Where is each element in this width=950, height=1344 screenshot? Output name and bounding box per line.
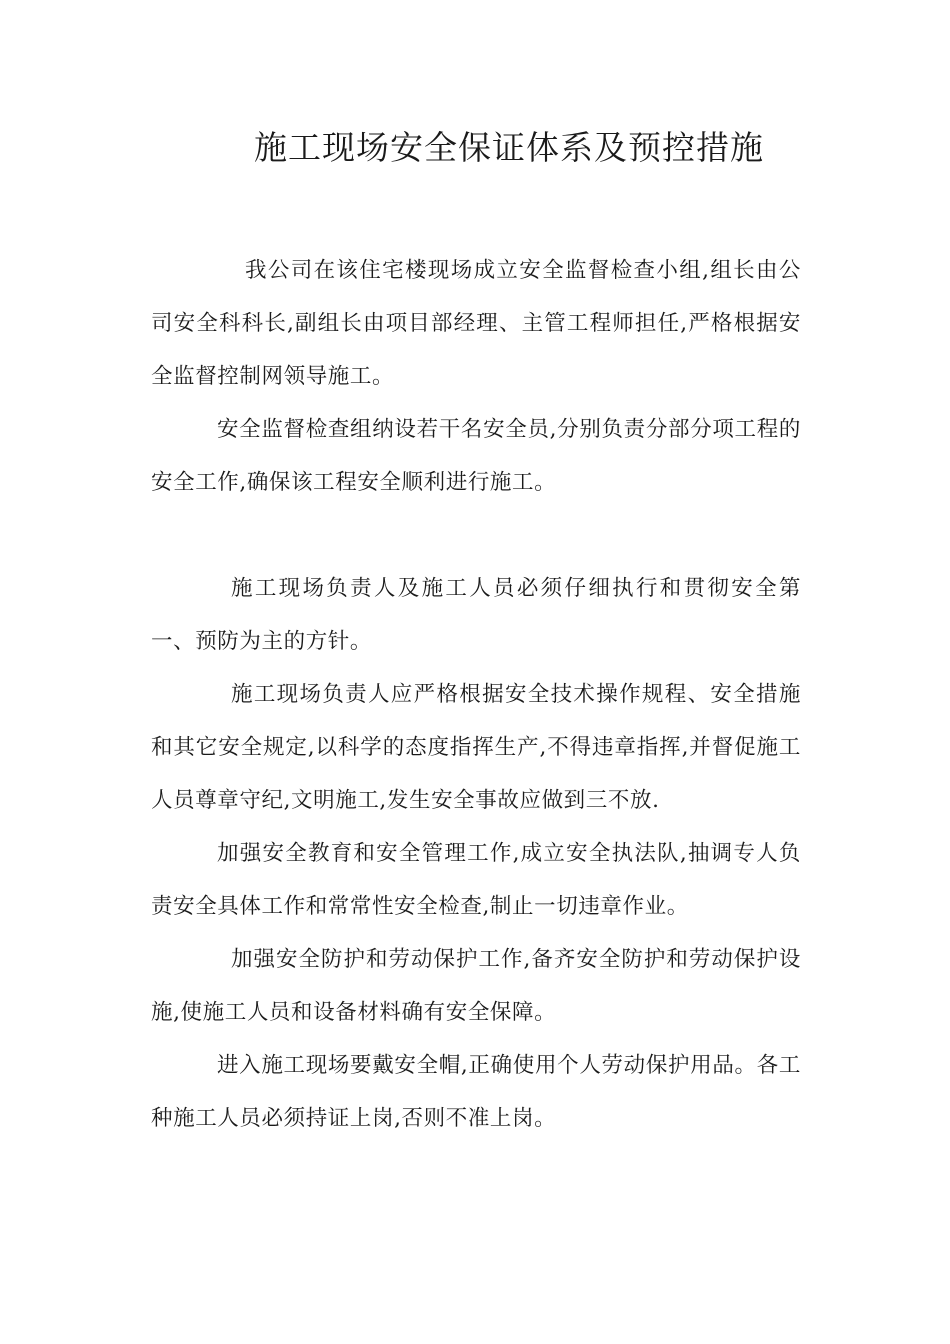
paragraph-2: 安全监督检查组纳设若干名安全员,分别负责分部分项工程的安全工作,确保该工程安全顺利进行施工。 [151,417,801,495]
document-body [151,244,801,1145]
paragraph-6: 加强安全防护和劳动保护工作,备齐安全防护和劳动保护设施,使施工人员和设备材料确有安全保障。 [151,947,801,1025]
document-title: 施工现场安全保证体系及预控措施 [254,128,764,167]
paragraph-gap [151,509,801,562]
paragraph-1: 我公司在该住宅楼现场成立安全监督检查小组,组长由公司安全科科长,副组长由项目部经理、主管工程师担任,严格根据安全监督控制网领导施工。 [151,258,801,389]
paragraph-7: 进入施工现场要戴安全帽,正确使用个人劳动保护用品。各工种施工人员必须持证上岗,否则不准上岗。 [151,1053,801,1131]
paragraph-4: 施工现场负责人应严格根据安全技术操作规程、安全措施和其它安全规定,以科学的态度指挥生产,不得违章指挥,并督促施工人员尊章守纪,文明施工,发生安全事故应做到三不放. [151,682,801,813]
paragraph-5: 加强安全教育和安全管理工作,成立安全执法队,抽调专人负责安全具体工作和常常性安全检查,制止一切违章作业。 [151,841,801,919]
paragraph-3: 施工现场负责人及施工人员必须仔细执行和贯彻安全第一、预防为主的方针。 [151,576,801,654]
